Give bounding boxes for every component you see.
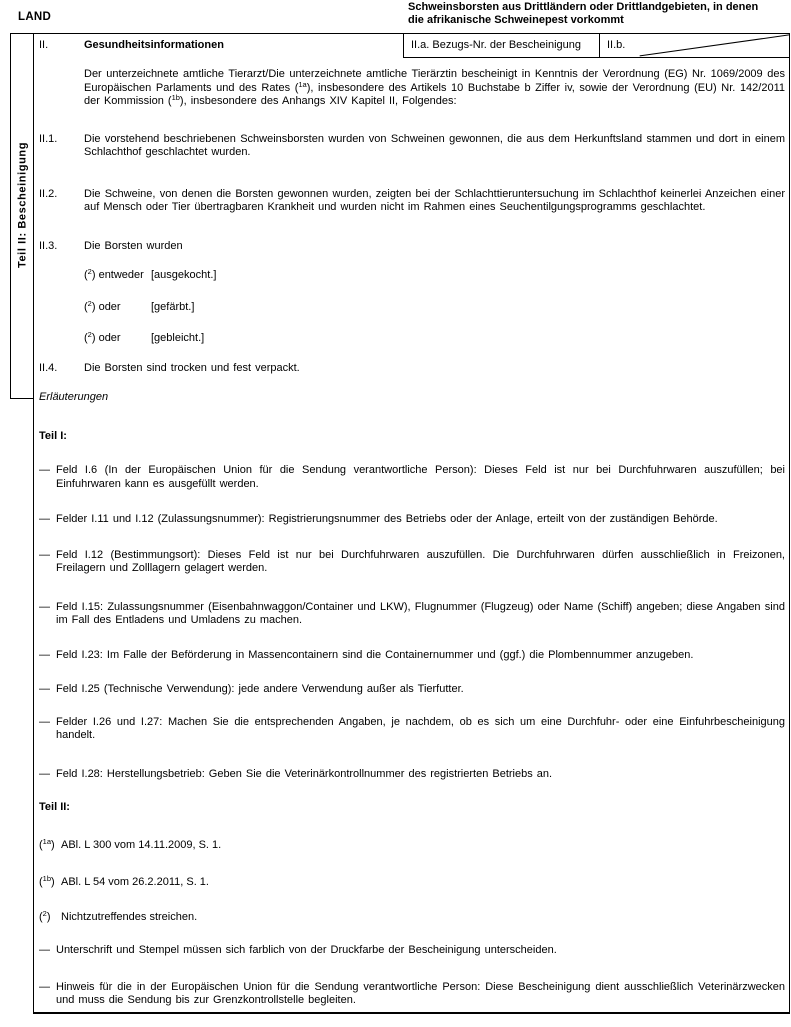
footnote-sup-1b: 1b xyxy=(42,874,52,883)
note-text: Unterschrift und Stempel müssen sich farblich von der Druckfarbe der Bescheinigung unterscheiden. xyxy=(56,944,557,956)
paren-open: ( xyxy=(84,269,88,281)
intro-seg2: ), insbesondere des Artikels 10 Buchstabe b Ziffer iv, sowie der Verordnung (EU) Nr. 142/2011 der Kommission ( xyxy=(84,81,786,107)
section-title: Gesundheitsinformationen xyxy=(84,39,224,51)
paren-close: ) xyxy=(51,876,55,888)
dash-bullet: — xyxy=(39,980,50,993)
note-field-i28 xyxy=(39,768,785,782)
clause-ii4-number: II.4. xyxy=(39,361,58,374)
footnote-marker xyxy=(39,908,61,925)
paren-open: ( xyxy=(39,910,43,923)
certificate-reference-label: II.a. Bezugs-Nr. der Bescheinigung xyxy=(411,39,581,51)
footnote-ref-2: 2 xyxy=(87,267,92,276)
dash-bullet: — xyxy=(39,944,50,956)
intro-paragraph xyxy=(39,68,785,109)
note-text: Feld I.23: Im Falle der Beförderung in Massencontainern sind die Containernummer und (ggf.) die Plombennummer anzugeben. xyxy=(56,648,694,661)
intro-spacer xyxy=(39,68,84,109)
note-fields-i11-i12 xyxy=(39,513,785,527)
note-field-i23 xyxy=(39,649,785,663)
note-text: Feld I.25 (Technische Verwendung): jede andere Verwendung außer als Tierfutter. xyxy=(56,683,464,695)
footnote-sup-2: 2 xyxy=(42,908,47,918)
note-text: Feld I.12 (Bestimmungsort): Dieses Feld ist nur bei Durchfuhrwaren auszufüllen. Die Durchfuhrwaren dürfen ausschließlich in Freizonen, Freilagern und Zolllagern gelagert werden. xyxy=(56,548,785,574)
footnote-ref-1b: 1b xyxy=(171,93,180,102)
certificate-body xyxy=(34,58,789,1008)
clause-ii4 xyxy=(39,362,785,376)
footnote-1a xyxy=(39,836,785,853)
country-label: LAND xyxy=(18,11,52,23)
connector-word: entweder xyxy=(95,269,144,281)
note-text: Feld I.6 (In der Europäischen Union für die Sendung verantwortliche Person): Dieses Feld ist nur bei Durchfuhrwaren auszufüllen; bei Einfuhrwaren kann es ausgefüllt werden. xyxy=(56,464,785,490)
part-ii-side-tab-label: Teil II: Bescheinigung xyxy=(15,142,28,269)
paren-open: ( xyxy=(84,300,88,313)
footnote-ref-2: 2 xyxy=(87,330,92,339)
intro-text xyxy=(84,68,785,109)
footnote-marker xyxy=(39,876,61,890)
paren-open: ( xyxy=(39,838,43,851)
dash-bullet: — xyxy=(39,683,50,695)
document-title-line1: Schweinsborsten aus Drittländern oder Drittlandgebieten, in denen xyxy=(408,1,759,13)
section-number: II. xyxy=(39,39,49,51)
dash-bullet: — xyxy=(39,648,50,661)
note-fields-i26-i27 xyxy=(39,716,785,743)
dash-bullet: — xyxy=(39,464,50,476)
note-text: Felder I.26 und I.27: Machen Sie die entsprechenden Angaben, je nachdem, ob es sich um eine Durchfuhr- oder eine Einfuhrbescheinigung handelt. xyxy=(56,715,785,741)
note-text: Feld I.15: Zulassungsnummer (Eisenbahnwaggon/Container und LKW), Flugnummer (Flugzeug) oder Name (Schiff) angeben; diese Angaben sind im Fall des Entladens und Umladens zu machen. xyxy=(56,600,785,626)
paren-close: ) xyxy=(91,269,96,281)
dash-bullet: — xyxy=(39,513,50,525)
notes-heading: Erläuterungen xyxy=(39,391,109,403)
clause-ii3-number: II.3. xyxy=(39,239,58,252)
diagonal-strikethrough-line xyxy=(600,34,789,57)
choice-option-text: [gebleicht.] xyxy=(151,332,205,344)
dash-bullet: — xyxy=(39,715,50,728)
clause-ii1 xyxy=(39,133,785,160)
choice-option-text: [ausgekocht.] xyxy=(151,269,217,281)
paren-close: ) xyxy=(91,332,96,344)
paren-close: ) xyxy=(46,910,51,923)
note-text: Felder I.11 und I.12 (Zulassungsnummer): Registrierungsnummer des Betriebs oder der Anlage, erteilt von der zuständigen Behörde. xyxy=(56,513,718,525)
note-text: Hinweis für die in der Europäischen Union für die Sendung verantwortliche Person: Diese Bescheinigung dient ausschließlich Veterinärzwecken und muss die Sendung bis zur Grenzkontrollstelle begleiten. xyxy=(56,980,785,1006)
clause-ii4-text: Die Borsten sind trocken und fest verpackt. xyxy=(84,361,300,374)
dash-bullet: — xyxy=(39,600,50,613)
choice-gefaerbt xyxy=(84,298,785,315)
note-field-i15 xyxy=(39,601,785,628)
intro-seg3: ), insbesondere des Anhangs XIV Kapitel II, Folgendes: xyxy=(179,95,457,107)
footnote-1b xyxy=(39,876,785,890)
intro-seg1: Der unterzeichnete amtliche Tierarzt/Die unterzeichnete amtliche Tierärztin bescheinigt in Kenntnis der Verordnung (EG) Nr. 1069/2009 des Europäischen Parlaments und des Rates ( xyxy=(84,68,785,94)
choice-option-text: [gefärbt.] xyxy=(151,300,195,313)
footnote-2 xyxy=(39,908,785,925)
footnote-ref-1a: 1a xyxy=(298,79,307,89)
clause-ii1-number: II.1. xyxy=(39,132,58,145)
clause-ii3 xyxy=(39,240,785,254)
choice-gebleicht xyxy=(84,332,785,346)
clause-ii2-number: II.2. xyxy=(39,187,58,200)
part-i-heading: Teil I: xyxy=(39,429,67,442)
note-field-i12 xyxy=(39,549,785,576)
paren-open: ( xyxy=(84,332,88,344)
footnote-text: ABl. L 300 vom 14.11.2009, S. 1. xyxy=(61,838,222,851)
document-title xyxy=(408,1,789,26)
header-cell-certificate-reference xyxy=(403,34,599,58)
document-title-line2: die afrikanische Schweinepest vorkommt xyxy=(408,13,624,26)
table-header-row xyxy=(34,34,789,58)
part-ii-side-tab xyxy=(10,33,34,399)
clause-ii1-text: Die vorstehend beschriebenen Schweinsborsten wurden von Schweinen gewonnen, die aus dem Herkunftsland stammen und dort in einem Schlachthof geschlachtet wurden. xyxy=(84,132,785,158)
choice-connector-entweder xyxy=(84,269,151,283)
iib-label: II.b. xyxy=(607,39,626,51)
dash-bullet: — xyxy=(39,548,50,561)
connector-word: oder xyxy=(95,300,121,313)
paren-close: ) xyxy=(91,300,96,313)
paren-open: ( xyxy=(39,876,43,888)
footnote-sup-1a: 1a xyxy=(42,836,52,846)
connector-word: oder xyxy=(95,332,121,344)
footnote-marker xyxy=(39,836,61,853)
footnote-ref-2: 2 xyxy=(87,298,92,308)
note-signature-stamp xyxy=(39,944,785,958)
choice-ausgekocht xyxy=(84,269,785,283)
choice-connector-oder xyxy=(84,332,151,346)
part-ii-heading: Teil II: xyxy=(39,801,70,813)
paren-close: ) xyxy=(51,838,55,851)
clause-ii2 xyxy=(39,188,785,215)
note-text: Feld I.28: Herstellungsbetrieb: Geben Sie die Veterinärkontrollnummer des registrierten Betriebs an. xyxy=(56,767,553,780)
footnote-text: ABl. L 54 vom 26.2.2011, S. 1. xyxy=(61,876,209,888)
clause-ii2-text: Die Schweine, von denen die Borsten gewonnen wurden, zeigten bei der Schlachttieruntersuchung im Schlachthof keinerlei Anzeichen einer auf Mensch oder Tier übertragbaren Krankheit und wurden nicht im Rahmen eines Seuchentilgungsprogramms geschlachtet. xyxy=(84,187,785,213)
choice-connector-oder xyxy=(84,298,151,315)
footnote-text: Nichtzutreffendes streichen. xyxy=(61,910,198,923)
note-field-i25 xyxy=(39,683,785,697)
note-field-i6 xyxy=(39,464,785,491)
certificate-table xyxy=(33,33,790,1014)
dash-bullet: — xyxy=(39,767,50,780)
header-cell-iib xyxy=(599,34,789,58)
note-border-inspection xyxy=(39,981,785,1008)
clause-ii3-text: Die Borsten wurden xyxy=(84,239,183,252)
header-cell-health-information xyxy=(34,34,403,58)
